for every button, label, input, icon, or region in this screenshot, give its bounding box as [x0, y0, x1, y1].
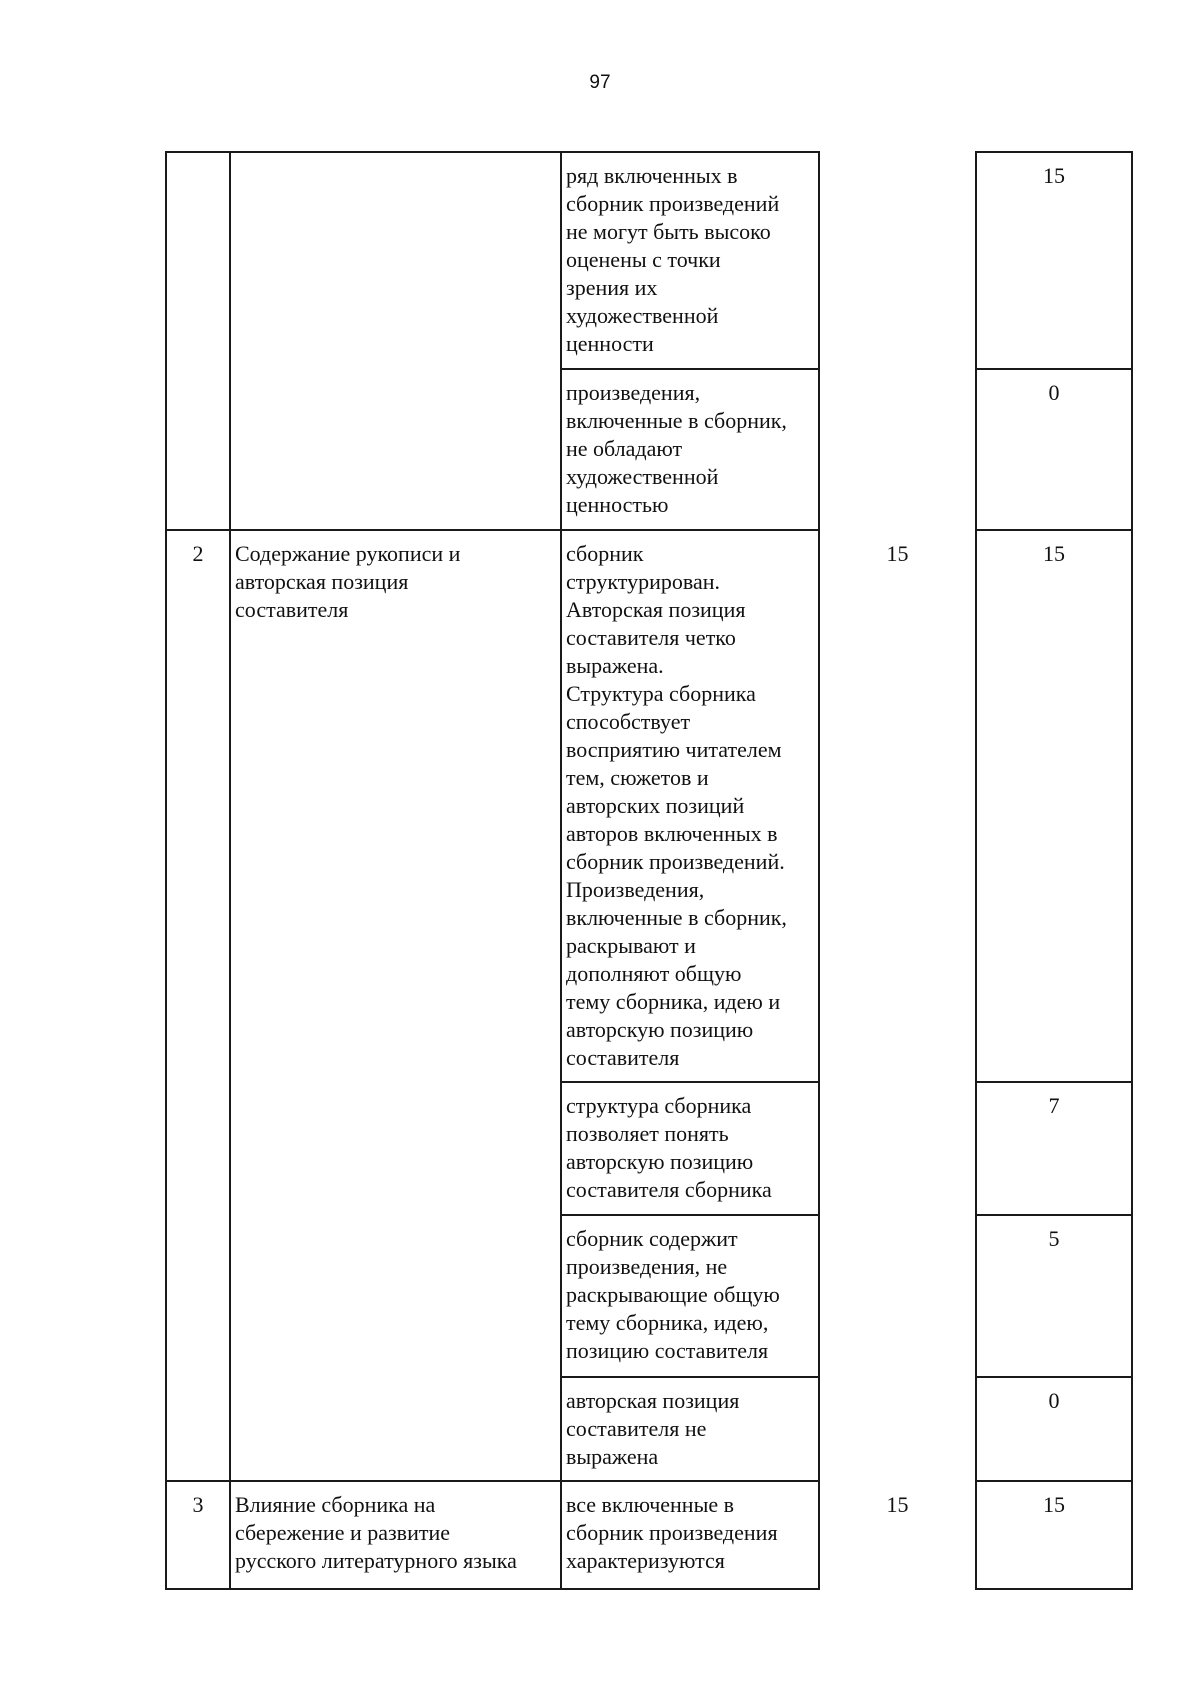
- criterion-name: Влияние сборника на сбережение и развитие русского литературного языка: [235, 1492, 517, 1573]
- table-border-top: [165, 151, 819, 153]
- max-points: 15: [886, 1492, 909, 1517]
- max-points: 15: [886, 541, 909, 566]
- level-points: 0: [1048, 1388, 1060, 1413]
- level-description: сборник содержит произведения, не раскрывающие общую тему сборника, идею, позицию составителя: [566, 1226, 780, 1363]
- table-border-bottom: [165, 1588, 819, 1590]
- table-border-left: [165, 151, 167, 1590]
- table-border-right: [1131, 151, 1133, 1590]
- level-points: 5: [1048, 1226, 1060, 1251]
- level-divider-points: [975, 1376, 1132, 1378]
- column-divider-description: [818, 151, 820, 1590]
- column-divider-number: [229, 151, 231, 1590]
- level-description: все включенные в сборник произведения характеризуются: [566, 1492, 778, 1573]
- level-divider: [560, 1376, 819, 1378]
- row-number: 2: [192, 541, 204, 566]
- level-divider-points: [975, 1081, 1132, 1083]
- level-points: 7: [1048, 1093, 1060, 1118]
- level-description: ряд включенных в сборник произведений не могут быть высоко оценены с точки зрения их художественной ценности: [566, 163, 780, 356]
- row-divider-points: [975, 1480, 1132, 1482]
- table-border-bottom-right: [975, 1588, 1132, 1590]
- level-divider: [560, 368, 819, 370]
- criterion-name: Содержание рукописи и авторская позиция составителя: [235, 541, 461, 622]
- row-divider-points: [975, 529, 1132, 531]
- column-divider-points-left: [975, 151, 977, 1590]
- column-divider-criterion: [560, 151, 562, 1590]
- level-description: авторская позиция составителя не выражена: [566, 1388, 740, 1469]
- level-description: произведения, включенные в сборник, не обладают художественной ценностью: [566, 380, 787, 517]
- level-points: 15: [1043, 541, 1065, 566]
- level-points: 15: [1043, 163, 1065, 188]
- level-points: 15: [1043, 1492, 1065, 1517]
- row-divider: [165, 1480, 819, 1482]
- level-description: структура сборника позволяет понять авторскую позицию составителя сборника: [566, 1093, 772, 1202]
- page-number: 97: [589, 72, 611, 93]
- level-divider: [560, 1081, 819, 1083]
- level-divider: [560, 1214, 819, 1216]
- table-border-top-right: [975, 151, 1132, 153]
- level-divider-points: [975, 1214, 1132, 1216]
- row-divider: [165, 529, 819, 531]
- row-number: 3: [192, 1492, 204, 1517]
- level-description: сборник структурирован. Авторская позиция составителя четко выражена. Структура сборника способствует восприятию читателем тем, сюжетов и авторских позиций авторов включенных в сборник произведений. Произведения, включенные в сборник, раскрывают и дополняют общую тему сборника, идею и авторскую позицию составителя: [566, 541, 787, 1070]
- level-points: 0: [1048, 380, 1060, 405]
- level-divider-points: [975, 368, 1132, 370]
